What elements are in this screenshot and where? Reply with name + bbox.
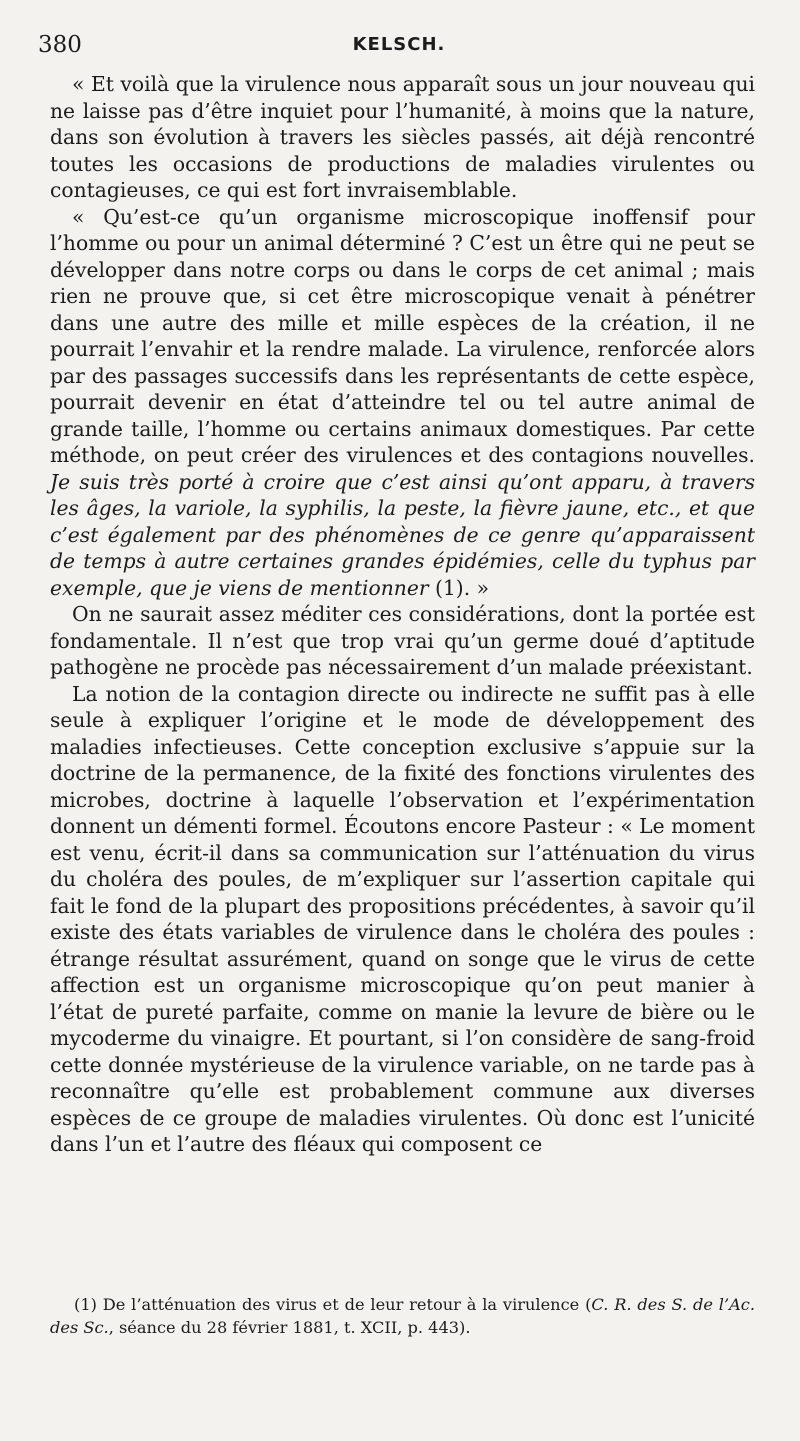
- paragraph-4: [50, 681, 755, 1158]
- paragraph-text: La notion de la contagion directe ou indirecte ne suffit pas à elle seule à expliquer l’origine et le mode de développement des maladies infectieuses. Cette conception exclusive s’appuie sur la doctrine de la permanence, de la fixité des fonctions virulentes des microbes, doctrine à laquelle l’observation et l’expérimentation donnent un démenti formel. Écoutons encore Pasteur : « Le moment est venu, écrit-il dans sa communication sur l’atténuation du virus du choléra des poules, de m’expliquer sur l’assertion capitale qui fait le fond de la plupart des propositions précédentes, à savoir qu’il existe des états variables de virulence dans le choléra des poules : étrange résultat assurément, quand on songe que le virus de cette affection est un organisme microscopique qu’on peut manier à l’état de pureté parfaite, comme on manie la levure de bière ou le mycoderme du vinaigre. Et pourtant, si l’on considère de sang-froid cette donnée mystérieuse de la virulence variable, on ne tarde pas à reconnaître qu’elle est probablement commune aux diverses espèces de ce groupe de maladies virulentes. Où donc est l’unicité dans l’un et l’autre des fléaux qui composent ce: [50, 681, 755, 1156]
- footnote: [50, 1293, 755, 1339]
- paragraph-2: [50, 204, 755, 602]
- paragraph-3: [50, 601, 755, 681]
- paragraph-text: « Qu’est-ce qu’un organisme microscopique inoffensif pour l’homme ou pour un animal déterminé ? C’est un être qui ne peut se développer dans notre corps ou dans le corps de cet animal ; mais rien ne prouve que, si cet être microscopique venait à pénétrer dans une autre des mille et mille espèces de la création, il ne pourrait l’envahir et la rendre malade. La virulence, renforcée alors par des passages successifs dans les représentants de cette espèce, pourrait devenir en état d’atteindre tel ou tel autre animal de grande taille, l’homme ou certains animaux domestiques. Par cette méthode, on peut créer des virulences et des contagions nouvelles.: [50, 204, 755, 467]
- italic-passage: Je suis très porté à croire que c’est ainsi qu’ont apparu, à travers les âges, la variole, la syphilis, la peste, la fièvre jaune, etc., et que c’est également par des phénomènes de ce genre qu’apparaissent de temps à autre certaines grandes épidémies, celle du typhus par exemple, que je viens de mentionner: [50, 469, 755, 600]
- page-number: 380: [38, 32, 82, 58]
- body-text: [50, 71, 755, 1158]
- footnote-tail: , séance du 28 février 1881, t. XCII, p. 443).: [108, 1318, 471, 1337]
- footnote-italic: C. R. des S. de l’Ac. des Sc.: [50, 1295, 755, 1337]
- paragraph-tail: (1). »: [428, 575, 490, 600]
- paragraph-text: « Et voilà que la virulence nous apparaît sous un jour nouveau qui ne laisse pas d’être inquiet pour l’humanité, à moins que la nature, dans son évolution à travers les siècles passés, ait déjà rencontré toutes les occasions de productions de maladies virulentes ou contagieuses, ce qui est fort invraisemblable.: [50, 72, 755, 202]
- page-header: [38, 32, 760, 66]
- paragraph-1: [50, 71, 755, 204]
- footnote-marker: (1): [74, 1295, 97, 1314]
- running-title: KELSCH.: [352, 34, 446, 55]
- footnote-text: De l’atténuation des virus et de leur retour à la virulence (: [96, 1295, 592, 1314]
- paragraph-text: On ne saurait assez méditer ces considérations, dont la portée est fondamentale. Il n’est que trop vrai qu’un germe doué d’aptitude pathogène ne procède pas nécessairement d’un malade préexistant.: [50, 602, 755, 679]
